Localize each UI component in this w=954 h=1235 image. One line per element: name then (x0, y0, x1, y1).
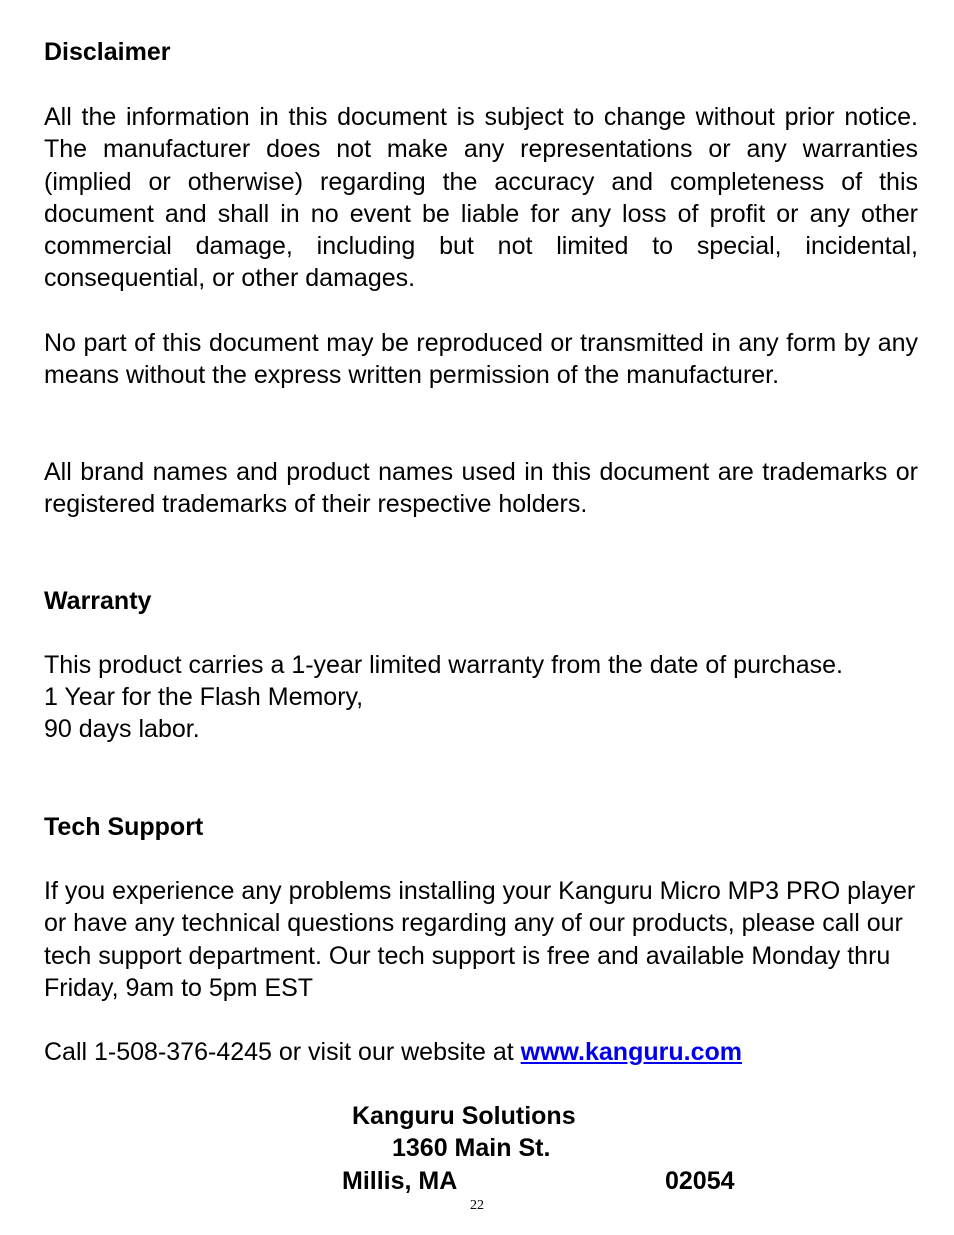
website-link[interactable]: www.kanguru.com (520, 1038, 742, 1066)
address-city-state: Millis, MA (342, 1167, 458, 1195)
address-company: Kanguru Solutions (352, 1102, 576, 1130)
tech-support-heading: Tech Support (44, 813, 204, 841)
warranty-line-1: This product carries a 1-year limited warranty from the date of purchase. (44, 651, 843, 679)
tech-support-paragraph: If you experience any problems installing your Kanguru Micro MP3 PRO player or have any technical questions regarding any of our products, please call our tech support department. Our tech support is free and available Monday thru Friday, 9am to 5pm EST (44, 877, 916, 1002)
warranty-heading: Warranty (44, 587, 152, 615)
warranty-line-2: 1 Year for the Flash Memory, (44, 683, 364, 711)
address-street: 1360 Main St. (392, 1134, 551, 1162)
disclaimer-paragraph-1: All the information in this document is subject to change without prior notice. The manufacturer does not make any representations or any warranties (implied or otherwise) regarding the accuracy and completeness of this document and shall in no event be liable for any loss of profit or any other commercial damage, including but not limited to special, incidental, consequential, or other damages. (44, 103, 918, 293)
call-text: Call 1-508-376-4245 or visit our website at (44, 1038, 521, 1066)
call-line (44, 1036, 742, 1068)
warranty-line-3: 90 days labor. (44, 715, 200, 743)
address-zip: 02054 (665, 1167, 735, 1195)
disclaimer-heading: Disclaimer (44, 38, 171, 66)
disclaimer-paragraph-2: No part of this document may be reproduced or transmitted in any form by any means without the express written permission of the manufacturer. (44, 329, 918, 390)
disclaimer-paragraph-3: All brand names and product names used in this document are trademarks or registered trademarks of their respective holders. (44, 458, 918, 519)
page-number: 22 (470, 1198, 484, 1213)
